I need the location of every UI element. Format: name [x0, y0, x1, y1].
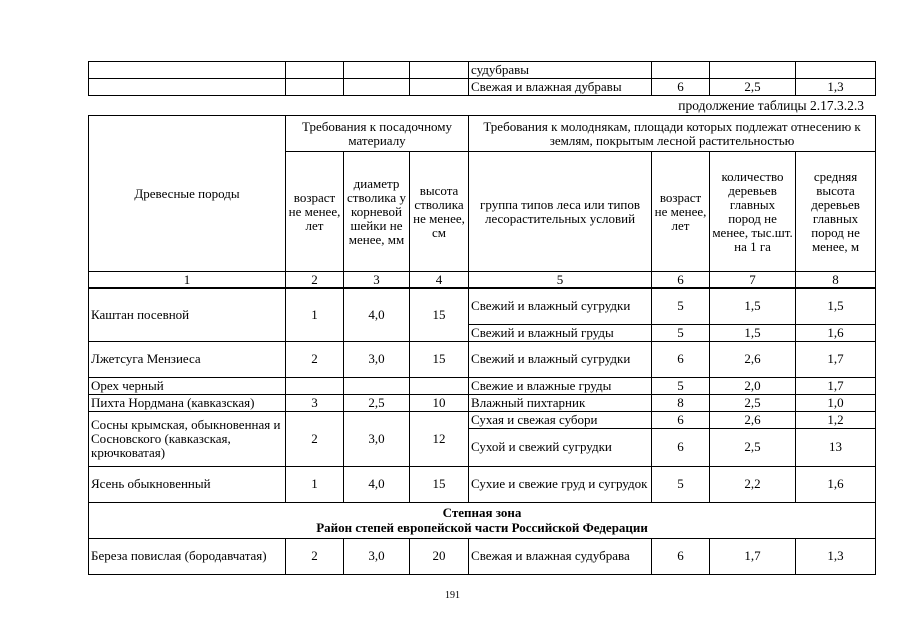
cell-avg-height: 1,6 — [796, 324, 876, 341]
cell-forest-type: Сухая и свежая субори — [469, 411, 652, 428]
column-number: 5 — [469, 272, 652, 289]
cell-tree-count: 1,5 — [710, 324, 796, 341]
cell-avg-height: 1,7 — [796, 377, 876, 394]
table-row — [89, 377, 876, 394]
cell-species: Орех черный — [89, 377, 286, 394]
cell-forest-type: Свежий и влажный сугрудки — [469, 341, 652, 377]
cell-tree-count: 2,0 — [710, 377, 796, 394]
cell-young-age: 6 — [652, 411, 710, 428]
cell — [410, 79, 469, 96]
column-number: 2 — [286, 272, 344, 289]
cell-forest-type: Свежие и влажные груды — [469, 377, 652, 394]
cell-diameter: 4,0 — [344, 288, 410, 341]
cell-age: 1 — [286, 466, 344, 502]
table-row — [89, 466, 876, 502]
header-young-group: Требования к молоднякам, площади которых подлежат отнесению к землям, покрытым лесной растительностью — [469, 116, 876, 152]
cell-young-age: 5 — [652, 324, 710, 341]
cell-age: 1 — [286, 288, 344, 341]
cell-forest-type: Влажный пихтарник — [469, 394, 652, 411]
cell-tree-count: 2,6 — [710, 341, 796, 377]
cell-young-age: 5 — [652, 377, 710, 394]
cell-forest-type: Свежий и влажный груды — [469, 324, 652, 341]
cell-species: Пихта Нордмана (кавказская) — [89, 394, 286, 411]
cell-avg-height: 1,2 — [796, 411, 876, 428]
column-numbers-row — [89, 272, 876, 289]
cell-young-age: 6 — [652, 538, 710, 574]
cell-avg-height: 1,6 — [796, 466, 876, 502]
cell-diameter: 2,5 — [344, 394, 410, 411]
header-height: высота стволика не менее, см — [410, 152, 469, 272]
cell-forest-type: судубравы — [469, 62, 652, 79]
column-number: 8 — [796, 272, 876, 289]
cell — [344, 62, 410, 79]
cell — [652, 62, 710, 79]
main-table — [88, 115, 876, 575]
cell-forest-type: Сухой и свежий сугрудки — [469, 428, 652, 466]
cell-tree-count: 2,2 — [710, 466, 796, 502]
cell-species: Ясень обыкновенный — [89, 466, 286, 502]
cell-age: 2 — [286, 538, 344, 574]
continuation-table — [88, 61, 876, 96]
cell-tree-count: 1,7 — [710, 538, 796, 574]
table-row — [89, 62, 876, 79]
header-planting-group: Требования к посадочному материалу — [286, 116, 469, 152]
header-forest-type: группа типов леса или типов лесорастительных условий — [469, 152, 652, 272]
header-avg-height: средняя высота деревьев главных пород не менее, м — [796, 152, 876, 272]
cell-young-age: 6 — [652, 428, 710, 466]
column-number: 7 — [710, 272, 796, 289]
cell-avg-height: 1,5 — [796, 288, 876, 324]
cell-age: 2 — [286, 411, 344, 466]
page-number: 191 — [445, 590, 460, 601]
zone-header-row — [89, 502, 876, 538]
cell-avg-height: 13 — [796, 428, 876, 466]
column-number: 4 — [410, 272, 469, 289]
cell-species: Береза повислая (бородавчатая) — [89, 538, 286, 574]
table-row — [89, 288, 876, 324]
header-age: возраст не менее, лет — [286, 152, 344, 272]
cell-diameter — [344, 377, 410, 394]
cell-young-age: 6 — [652, 79, 710, 96]
column-number: 6 — [652, 272, 710, 289]
cell — [89, 79, 286, 96]
cell-height — [410, 377, 469, 394]
cell-young-age: 5 — [652, 466, 710, 502]
header-diameter: диаметр стволика у корневой шейки не менее, мм — [344, 152, 410, 272]
cell-forest-type: Свежий и влажный сугрудки — [469, 288, 652, 324]
zone-subtitle: Район степей европейской части Российской Федерации — [316, 520, 648, 535]
zone-title: Степная зона — [442, 505, 522, 520]
cell-tree-count: 1,5 — [710, 288, 796, 324]
cell — [286, 79, 344, 96]
cell-tree-count: 2,5 — [710, 79, 796, 96]
cell-diameter: 3,0 — [344, 411, 410, 466]
cell — [89, 62, 286, 79]
cell-young-age: 6 — [652, 341, 710, 377]
cell-height: 12 — [410, 411, 469, 466]
header-species: Древесные породы — [89, 116, 286, 272]
cell-avg-height: 1,3 — [796, 538, 876, 574]
table-caption: продолжение таблицы 2.17.3.2.3 — [678, 98, 864, 113]
zone-header — [89, 502, 876, 538]
cell-age: 2 — [286, 341, 344, 377]
cell-diameter: 4,0 — [344, 466, 410, 502]
cell-species: Каштан посевной — [89, 288, 286, 341]
cell-height: 15 — [410, 341, 469, 377]
table-row — [89, 538, 876, 574]
cell-diameter: 3,0 — [344, 538, 410, 574]
cell — [796, 62, 876, 79]
header-row — [89, 116, 876, 152]
cell-forest-type: Сухие и свежие груд и сугрудок — [469, 466, 652, 502]
table-row — [89, 341, 876, 377]
cell — [344, 79, 410, 96]
cell-height: 20 — [410, 538, 469, 574]
cell-forest-type: Свежая и влажная дубравы — [469, 79, 652, 96]
table-row — [89, 79, 876, 96]
cell-tree-count: 2,5 — [710, 428, 796, 466]
cell-age: 3 — [286, 394, 344, 411]
cell-avg-height: 1,0 — [796, 394, 876, 411]
cell-diameter: 3,0 — [344, 341, 410, 377]
cell-species: Сосны крымская, обыкновенная и Сосновского (кавказская, крючковатая) — [89, 411, 286, 466]
table-row — [89, 394, 876, 411]
table-row — [89, 411, 876, 428]
cell — [710, 62, 796, 79]
cell-height: 15 — [410, 466, 469, 502]
cell-avg-height: 1,7 — [796, 341, 876, 377]
cell-height: 15 — [410, 288, 469, 341]
cell-avg-height: 1,3 — [796, 79, 876, 96]
cell-tree-count: 2,6 — [710, 411, 796, 428]
cell-forest-type: Свежая и влажная судубрава — [469, 538, 652, 574]
cell-young-age: 5 — [652, 288, 710, 324]
cell-height: 10 — [410, 394, 469, 411]
cell-young-age: 8 — [652, 394, 710, 411]
cell-species: Лжетсуга Мензиеса — [89, 341, 286, 377]
cell-age — [286, 377, 344, 394]
header-young-age: возраст не менее, лет — [652, 152, 710, 272]
cell — [410, 62, 469, 79]
header-tree-count: количество деревьев главных пород не менее, тыс.шт. на 1 га — [710, 152, 796, 272]
cell-tree-count: 2,5 — [710, 394, 796, 411]
column-number: 3 — [344, 272, 410, 289]
cell — [286, 62, 344, 79]
column-number: 1 — [89, 272, 286, 289]
